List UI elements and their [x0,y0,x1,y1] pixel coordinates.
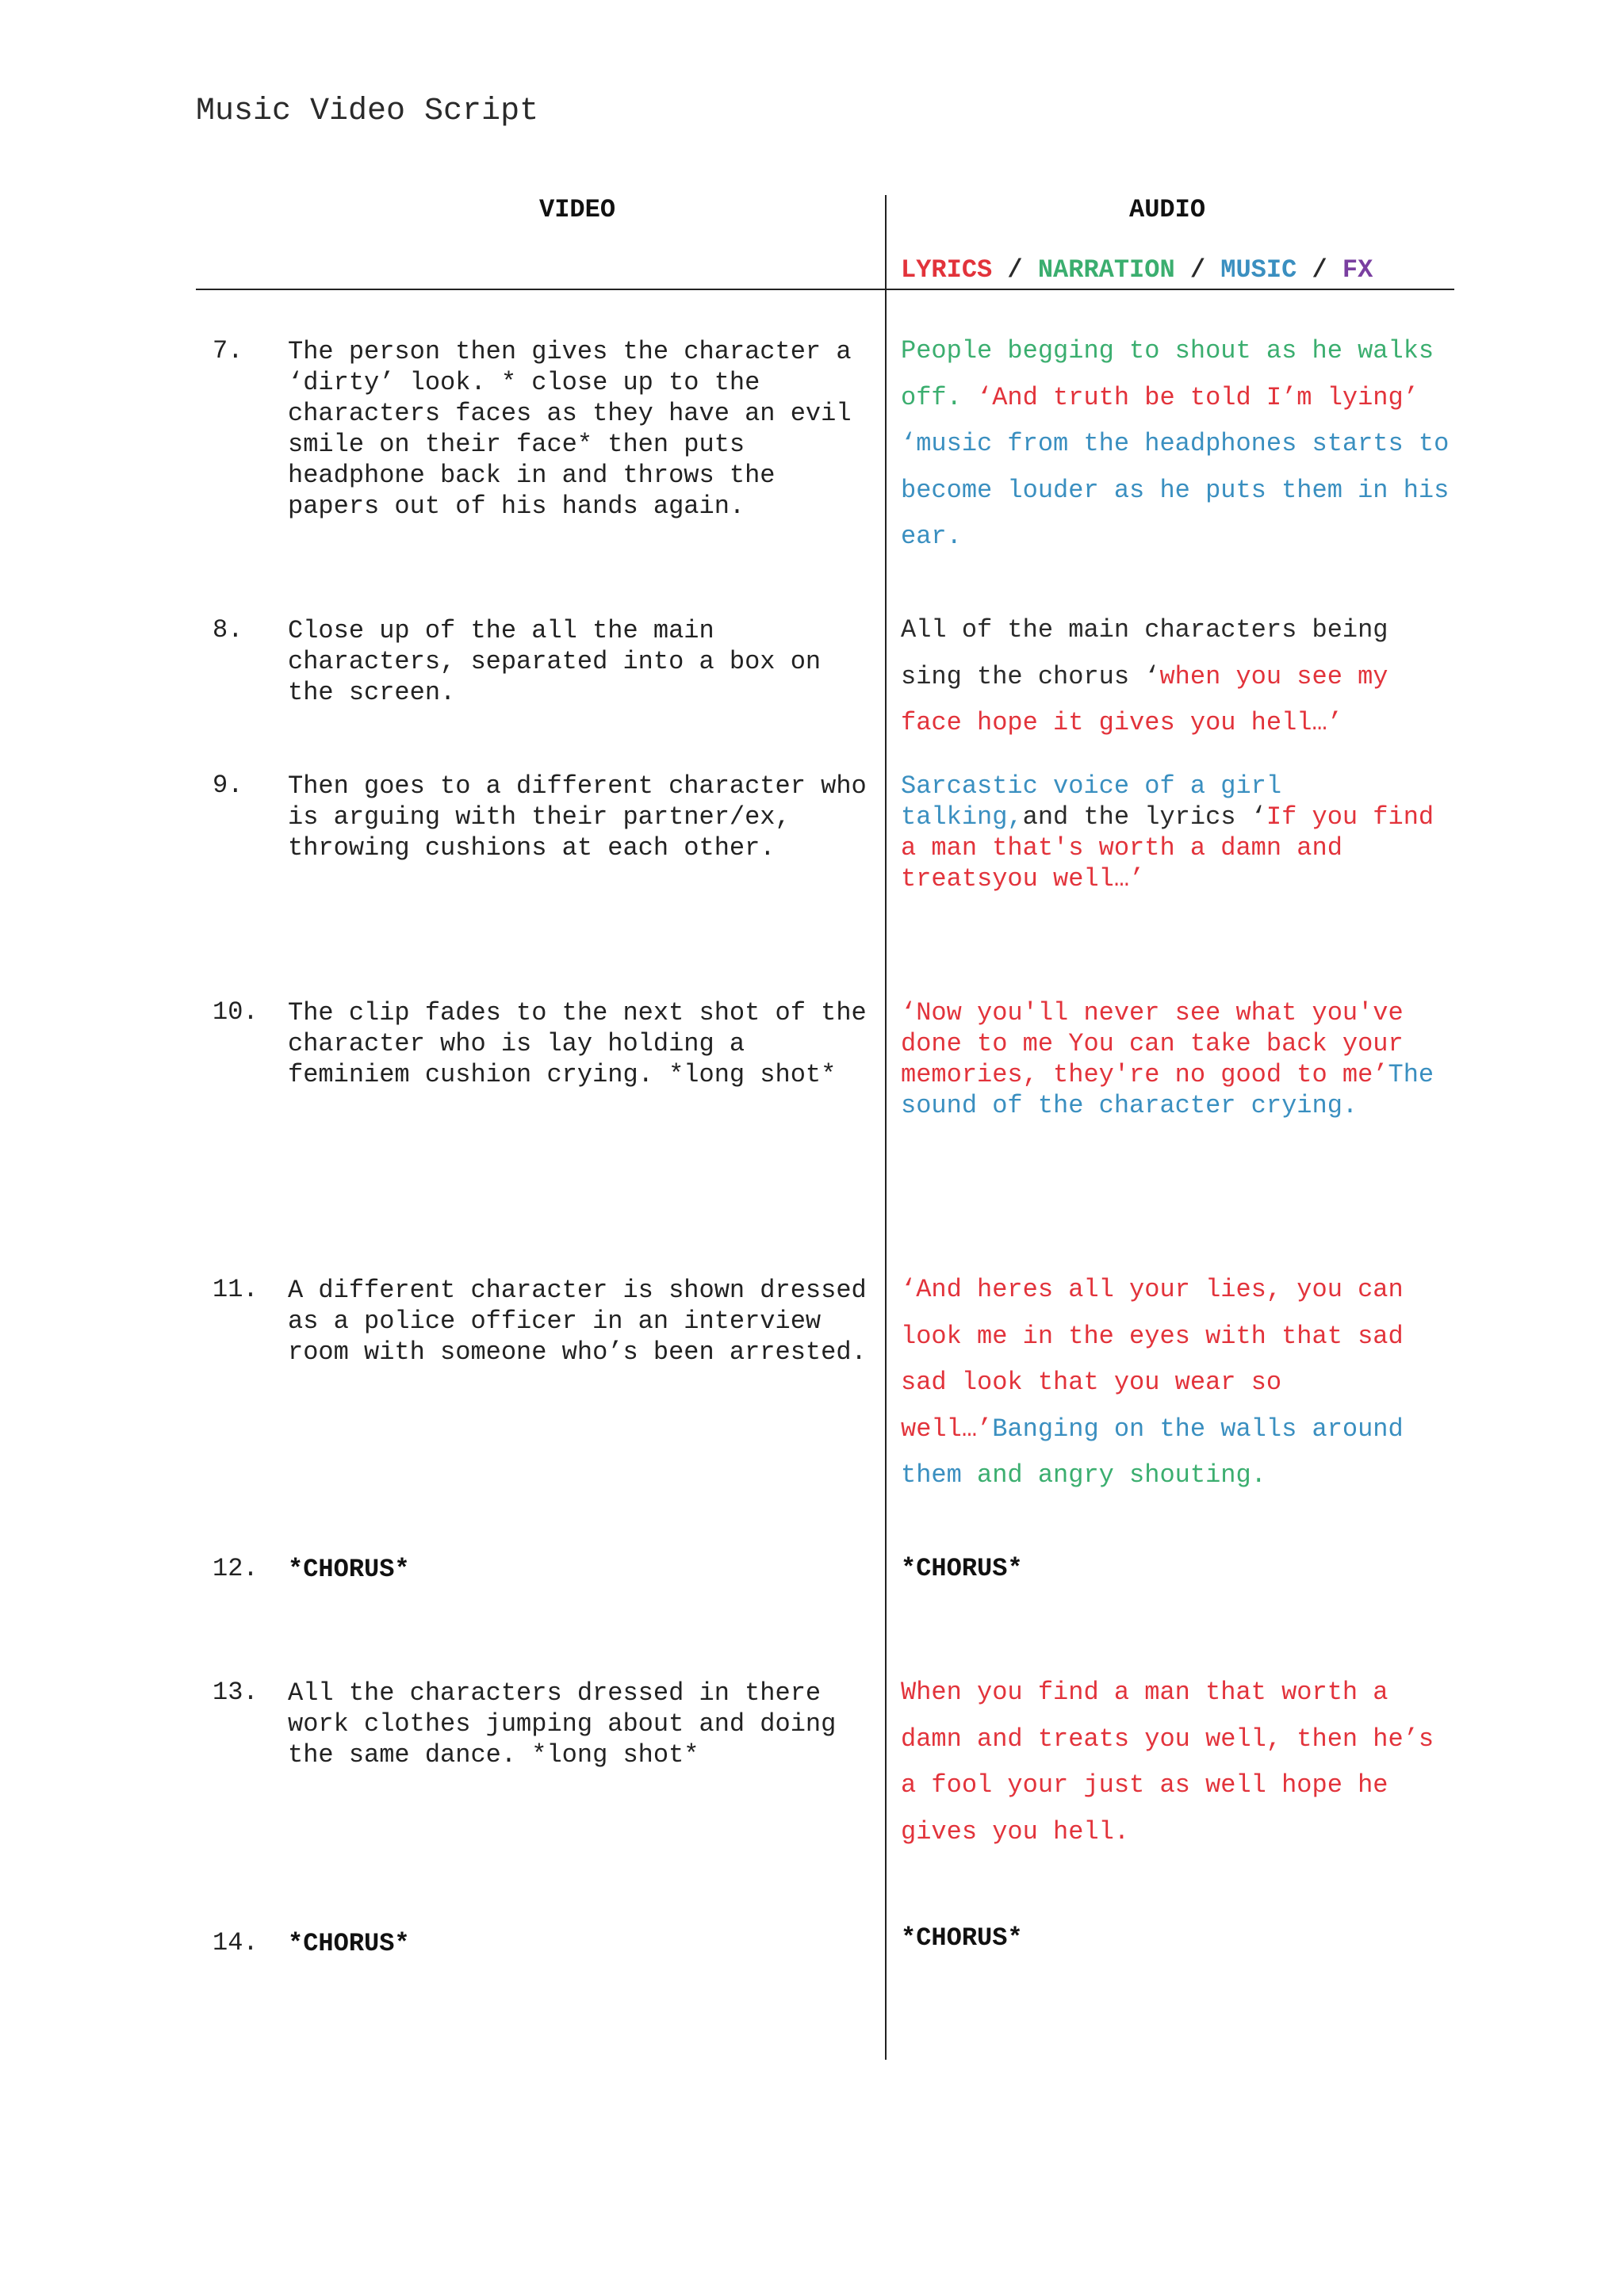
audio-cell [901,607,1456,747]
legend-music: MUSIC [1220,255,1297,285]
audio-cell [901,1267,1456,1499]
plain-text: and the lyrics ‘ [1022,802,1266,832]
document-title: Music Video Script [196,94,539,129]
music-text: Sarcastic voice of a girl talking, [901,771,1282,832]
audio-cell [901,328,1456,561]
video-cell: Then goes to a different character who is arguing with their partner/ex, throwing cushions at each other. [288,771,867,863]
legend-fx: FX [1342,255,1373,285]
legend-narration: NARRATION [1037,255,1175,285]
lyrics-text: when you see my face hope it gives you hell…’ [901,661,1388,737]
row-number: 14. [213,1928,259,1957]
video-cell: *CHORUS* [288,1929,410,1958]
video-cell: *CHORUS* [288,1555,410,1584]
video-cell: A different character is shown dressed as a police officer in an interview room with someone who’s been arrested. [288,1276,867,1367]
audio-cell [901,1670,1456,1855]
lyrics-text: ‘And truth be told I’m lying’ [977,382,1419,412]
row-number: 10. [213,997,259,1027]
narration-text: and angry shouting. [977,1460,1266,1490]
row-number: 11. [213,1275,259,1304]
row-number: 13. [213,1678,259,1707]
lyrics-text: ‘And heres all your lies, you can look me in the eyes with that sad sad look that you wear so well…’ [901,1275,1404,1444]
row-number: 8. [213,615,243,645]
music-text: The sound of the character crying. [901,1060,1434,1120]
legend-separator: / [1297,255,1342,285]
legend-lyrics: LYRICS [901,255,993,285]
legend-separator: / [1174,255,1221,285]
video-cell: The person then gives the character a ‘dirty’ look. * close up to the characters faces as they have an evil smile on their face* then puts headphone back in and throws the papers out of his hands again. [288,337,852,521]
music-text: Banging on the walls around them [901,1414,1404,1490]
video-cell: Close up of the all the main characters, separated into a box on the screen. [288,616,822,707]
lyrics-text: When you find a man that worth a damn and treats you well, then he’s a fool your just as well hope he gives you hell. [901,1678,1434,1846]
lyrics-text: ‘Now you'll never see what you've done to me You can take back your memories, they're no good to me’ [901,998,1404,1089]
header-divider [196,289,1454,290]
row-number: 12. [213,1554,259,1583]
video-column-header: VIDEO [539,195,616,224]
audio-cell [901,771,1456,894]
narration-text: People begging to shout as he walks off. [901,336,1434,412]
video-cell: The clip fades to the next shot of the character who is lay holding a feminiem cushion crying. *long shot* [288,998,867,1089]
audio-cell: *CHORUS* [901,1554,1023,1583]
music-text: ‘music from the headphones starts to become louder as he puts them in his ear. [901,429,1450,551]
audio-column-header: AUDIO [1129,195,1206,224]
audio-cell: *CHORUS* [901,1923,1023,1953]
row-number: 7. [213,336,243,365]
plain-text: All of the main characters being sing the chorus ‘ [901,615,1388,691]
video-cell: All the characters dressed in there work clothes jumping about and doing the same dance. *long shot* [288,1678,837,1770]
legend-separator: / [992,255,1038,285]
audio-cell [901,997,1456,1121]
lyrics-text: If you find a man that's worth a damn and treatsyou well…’ [901,802,1434,894]
column-divider [885,195,887,2060]
audio-legend [901,255,1373,285]
row-number: 9. [213,771,243,800]
